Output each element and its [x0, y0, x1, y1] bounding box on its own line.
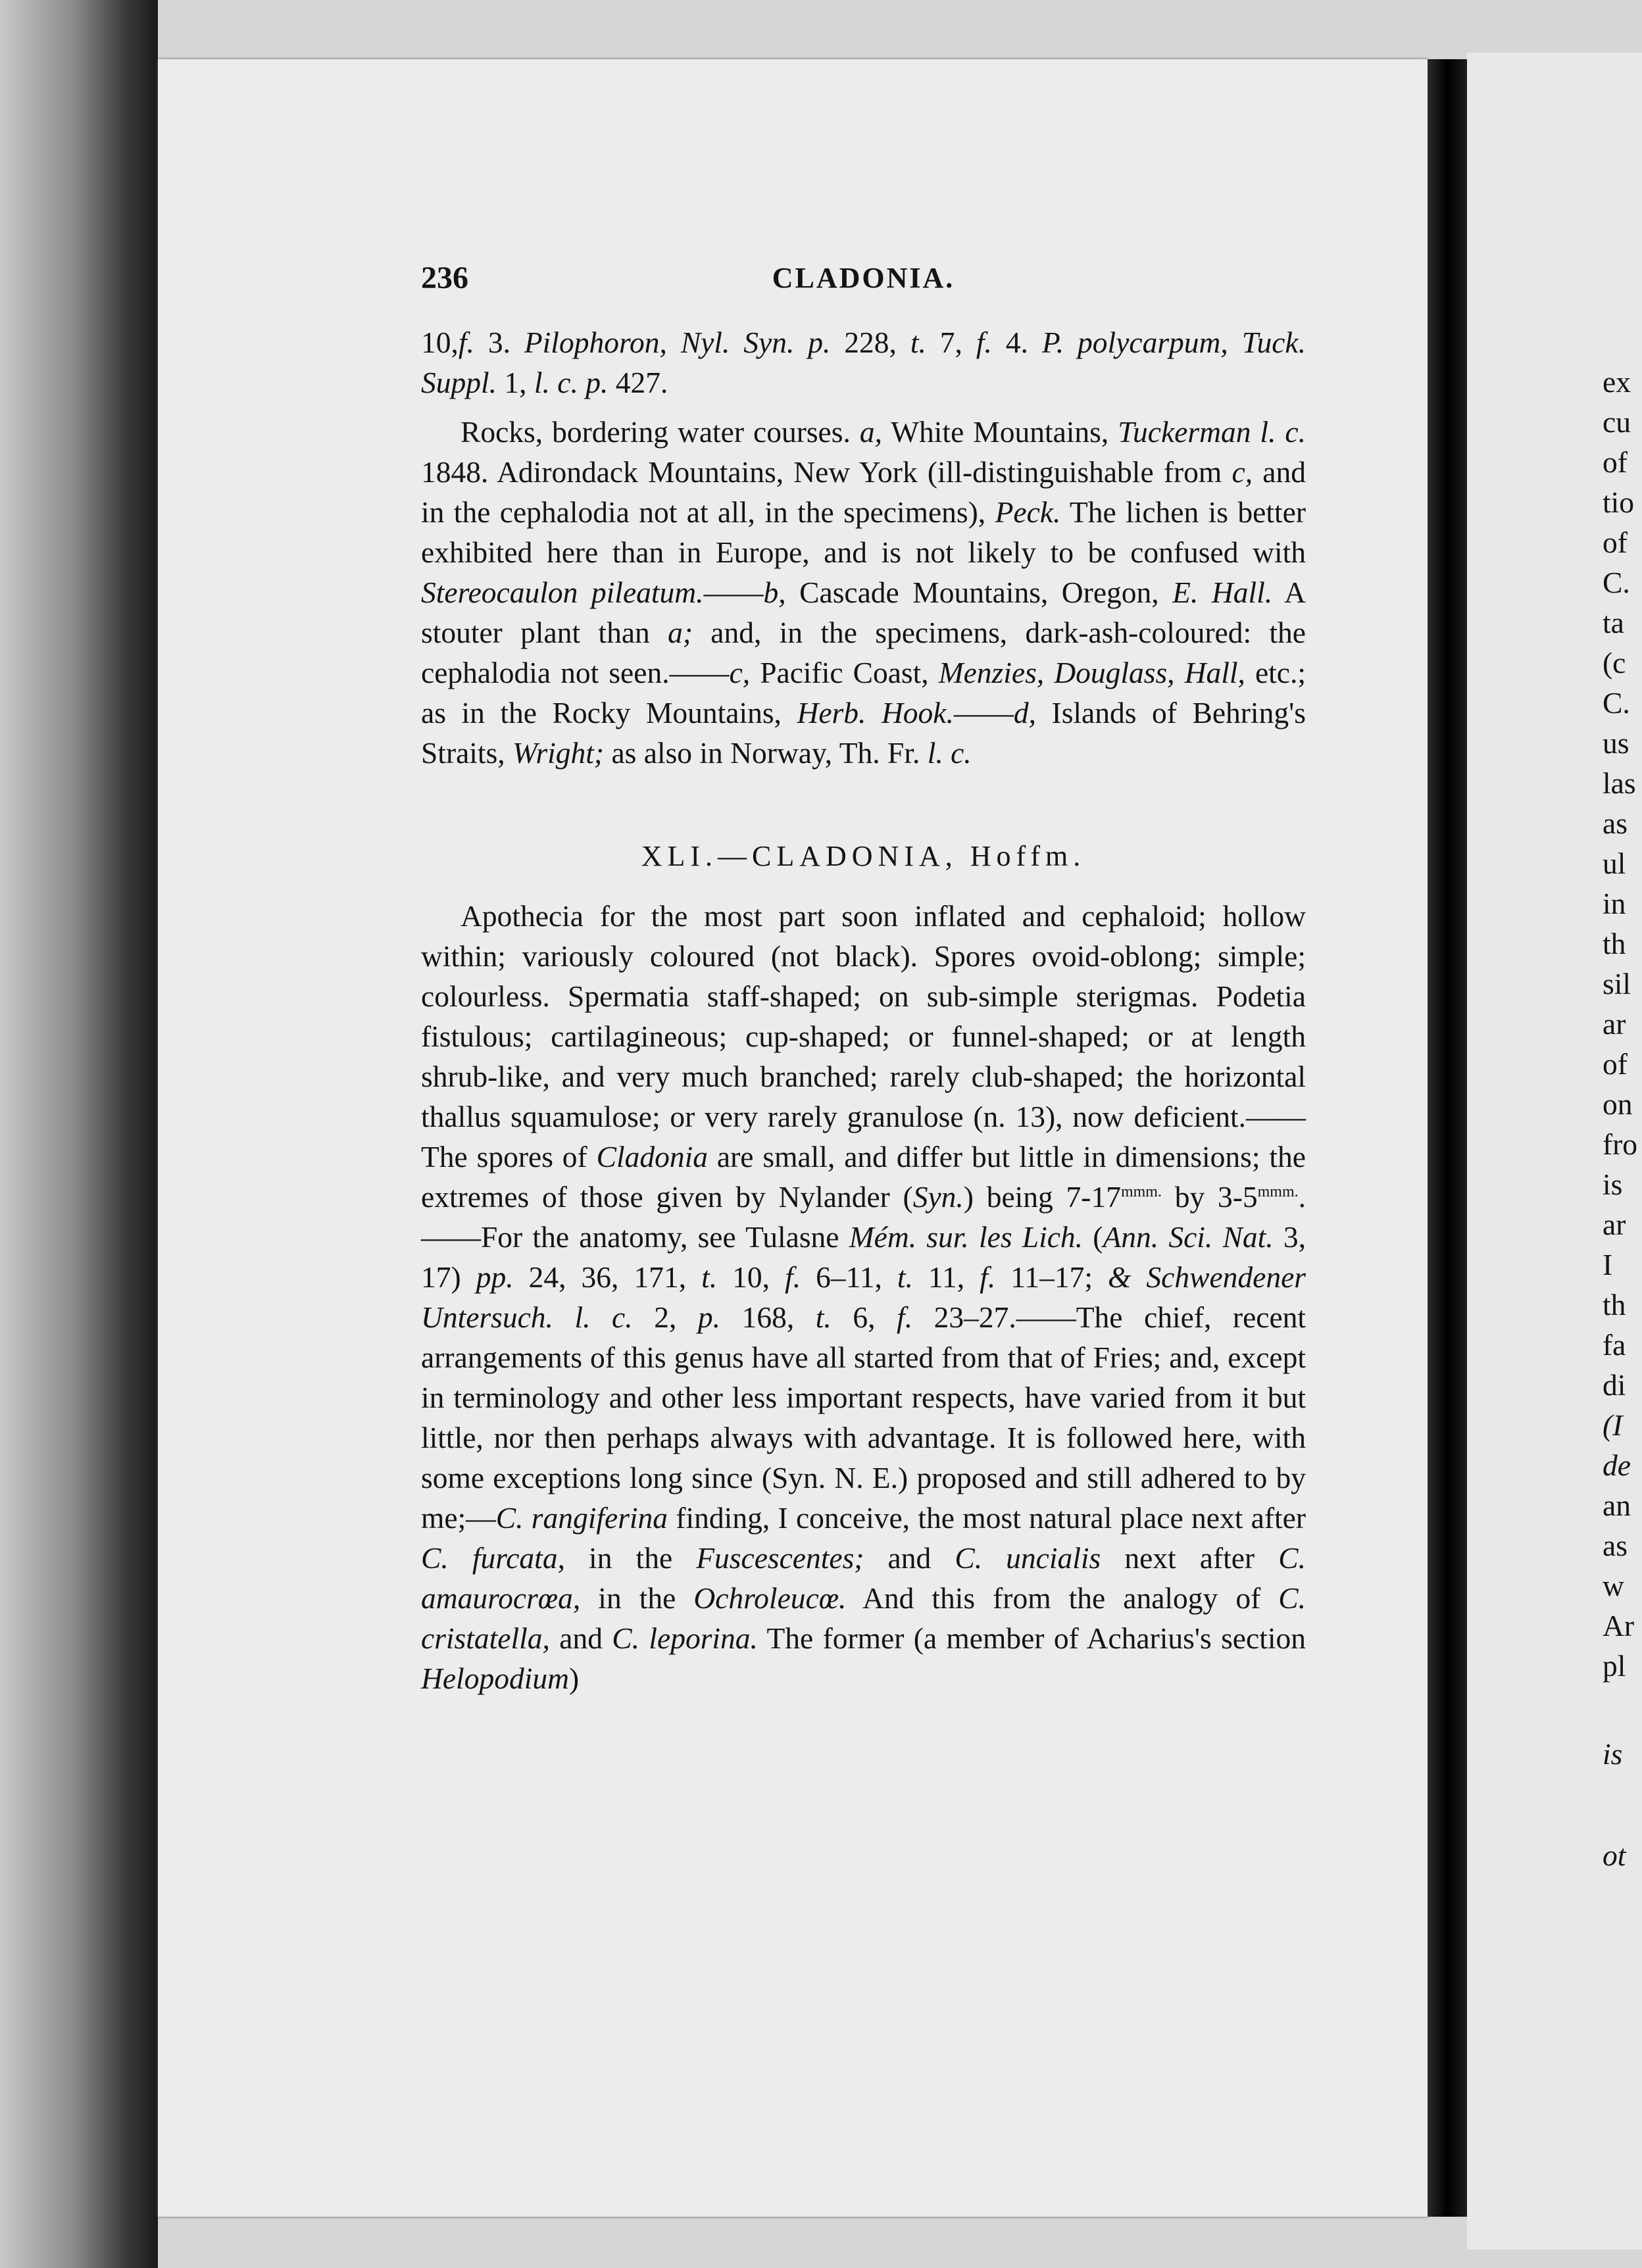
- facing-fragment: on: [1603, 1087, 1633, 1121]
- facing-fragment: is: [1603, 1737, 1623, 1771]
- facing-fragment: is: [1603, 1168, 1623, 1201]
- facing-fragment: w: [1603, 1569, 1624, 1602]
- running-title: CLADONIA.: [772, 262, 955, 294]
- genus-description: Apothecia for the most part soon inflated and cephaloid; hollow within; variously coloured (not black). Spores ovoid-oblong; simple; colourless. Spermatia staff-shaped; on sub-simple sterigmas. Podetia fistulous; cartilagineous; cup-shaped; or funnel-shaped; or at length shrub-like, and very much branched; rarely club-shaped; the horizontal thallus squamulose; or very rarely granulose (n. 13), now deficient.——The spores of Cladonia are small, and differ but little in dimensions; the extremes of those given by Nylander (Syn.) being $7-17^{mmm.}$ by $3-5^{mmm.}.——For$ the anatomy, see Tulasne Mém. sur. les Lich. (Ann. Sci. Nat. 3, 17) pp. 24, 36, 171, t. 10, f. 6–11, t. 11, f. 11–17; & Schwendener Untersuch. l. c. 2, p. 168, t. 6, f. 23–27.——The chief, recent arrangements of this genus have all started from that of Fries; and, except in terminology and other less important respects, have varied from it but little, nor then perhaps always with advantage. It is followed here, with some exceptions long since (Syn. N. E.) proposed and still adhered to by me;—C. rangiferina finding, I conceive, the most natural place next after C. furcata, in the Fuscescentes; and C. uncialis next after C. amaurocrœa, in the Ochroleucœ. And this from the analogy of C. cristatella, and C. leporina. The former (a member of Acharius's section Helopodium): [421, 899, 1306, 1695]
- facing-fragment: ex: [1603, 365, 1631, 399]
- facing-fragment: of: [1603, 445, 1628, 479]
- page-body: [421, 322, 1306, 1698]
- facing-fragment: las: [1603, 766, 1636, 800]
- section-heading: XLI.—CLADONIA, Hoffm.: [641, 840, 1086, 872]
- page-gutter: [1428, 59, 1467, 2217]
- facing-fragment: C.: [1603, 566, 1630, 599]
- facing-fragment: ar: [1603, 1208, 1626, 1241]
- book-binding-edge: [0, 0, 158, 2268]
- facing-fragment: of: [1603, 526, 1628, 559]
- facing-fragment: of: [1603, 1047, 1628, 1081]
- facing-fragment: us: [1603, 726, 1630, 760]
- locality-paragraph: Rocks, bordering water courses. a, White Mountains, Tuckerman l. c. 1848. Adirondack Mountains, New York (ill-distinguishable from c, and in the cephalodia not at all, in the specimens), Peck. The lichen is better exhibited here than in Europe, and is not likely to be confused with Stereocaulon pileatum.——b, Cascade Mountains, Oregon, E. Hall. A stouter plant than a; and, in the specimens, dark-ash-coloured: the cephalodia not seen.——c, Pacific Coast, Menzies, Douglass, Hall, etc.; as in the Rocky Mountains, Herb. Hook.——d, Islands of Behring's Straits, Wright; as also in Norway, Th. Fr. l. c.: [421, 415, 1306, 770]
- facing-fragment: ot: [1603, 1838, 1626, 1872]
- page-number: 236: [421, 260, 468, 295]
- facing-fragment: Ar: [1603, 1609, 1635, 1642]
- facing-fragment: as: [1603, 806, 1628, 840]
- facing-fragment: fro: [1603, 1127, 1638, 1161]
- page-header: [421, 260, 1306, 299]
- facing-fragment: sil: [1603, 967, 1631, 1000]
- facing-fragment: th: [1603, 927, 1626, 960]
- facing-fragment: fa: [1603, 1328, 1626, 1362]
- entry-reference: 10,f. 3. Pilophoron, Nyl. Syn. p. 228, t. 7, f. 4. P. polycarpum, Tuck. Suppl. 1, l. c. p. 427.: [421, 326, 1306, 399]
- facing-fragment: (c: [1603, 646, 1626, 679]
- facing-fragment: de: [1603, 1448, 1631, 1482]
- facing-fragment: in: [1603, 887, 1626, 920]
- facing-fragment: C.: [1603, 686, 1630, 720]
- facing-fragment: cu: [1603, 405, 1631, 439]
- facing-fragment: th: [1603, 1288, 1626, 1321]
- facing-fragment: ar: [1603, 1007, 1626, 1041]
- facing-fragment: (I: [1603, 1408, 1623, 1442]
- facing-fragment: as: [1603, 1529, 1628, 1562]
- facing-fragment: ul: [1603, 847, 1626, 880]
- facing-fragment: di: [1603, 1368, 1626, 1402]
- facing-fragment: an: [1603, 1489, 1631, 1522]
- facing-fragment: I: [1603, 1248, 1613, 1281]
- facing-fragment: tio: [1603, 485, 1635, 519]
- facing-fragment: ta: [1603, 606, 1624, 639]
- facing-fragment: pl: [1603, 1649, 1626, 1683]
